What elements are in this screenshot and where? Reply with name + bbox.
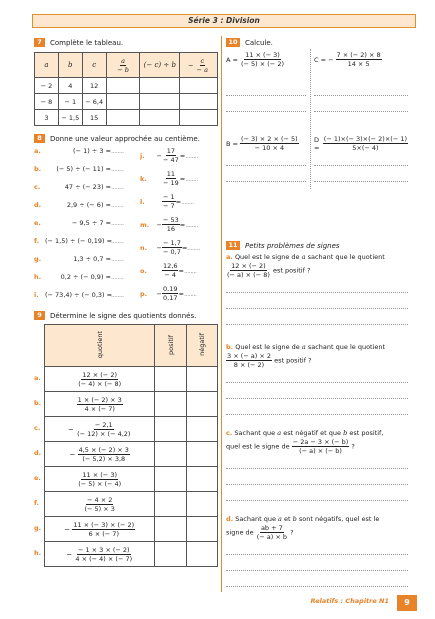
table-row bbox=[45, 517, 218, 542]
negatif-cell[interactable] bbox=[186, 492, 217, 517]
exercise-instruction: Donne une valeur approchée au centième. bbox=[50, 134, 200, 143]
list-item bbox=[34, 237, 124, 245]
item-label: f. bbox=[34, 237, 39, 245]
answer-blank[interactable]: ........ bbox=[183, 266, 197, 275]
exercise-10-calculations bbox=[226, 49, 408, 189]
negatif-cell[interactable] bbox=[186, 417, 217, 442]
exercise-11-header bbox=[226, 241, 408, 250]
item-expression: (− 5) ÷ (− 11) ≈ bbox=[56, 165, 111, 173]
quotient-cell: $\frac{12 \times (- 2)}{(- 4) \times (- 8)}$ bbox=[45, 367, 155, 392]
right-column bbox=[226, 38, 408, 610]
exercise-instruction: Détermine le signe des quotients donnés. bbox=[50, 311, 197, 320]
row-label: g. bbox=[34, 524, 42, 532]
problem-a: a. Quel est le signe de a sachant que le quotient $\frac{12 \times (- 2)}{(- a) \times (- 8)}$ est positif ? bbox=[226, 253, 385, 279]
table-row bbox=[45, 392, 218, 417]
row-label: b. bbox=[34, 399, 42, 407]
quotient-cell: $\frac{- 4 \times 2}{(- 5) \times 3}$ bbox=[45, 492, 155, 517]
negatif-cell[interactable] bbox=[186, 467, 217, 492]
list-item bbox=[34, 147, 124, 155]
list-item: o. $\frac{12,6}{- 4}$ ≈ ........ bbox=[140, 262, 197, 279]
item-label: n. bbox=[140, 243, 148, 252]
quotient-cell: − $\frac{11 \times (- 3) \times (- 2)}{6 \times (- 7)}$ bbox=[45, 517, 155, 542]
table-row bbox=[45, 417, 218, 442]
exercise-9-table bbox=[44, 324, 218, 567]
row-label: c. bbox=[34, 424, 41, 432]
exercise-8-header bbox=[34, 134, 218, 143]
col-neg-c-div-b: (− c) ÷ b bbox=[140, 53, 180, 78]
answer-blank[interactable]: ........ bbox=[111, 201, 124, 209]
list-item bbox=[34, 183, 124, 191]
item-label: g. bbox=[34, 255, 42, 263]
table-row bbox=[45, 492, 218, 517]
exercise-number: 8 bbox=[34, 134, 45, 143]
column-divider bbox=[221, 36, 222, 592]
item-label: b. bbox=[34, 165, 42, 173]
item-expression: 47 ÷ (− 23) ≈ bbox=[64, 183, 111, 191]
list-item: k. $\frac{11}{- 19}$ ≈ ........ bbox=[140, 170, 198, 187]
item-fraction: $\frac{11}{- 19}$ bbox=[163, 170, 179, 187]
item-label: d. bbox=[34, 201, 42, 209]
answer-blank[interactable]: ........ bbox=[111, 255, 124, 263]
list-item bbox=[34, 201, 124, 209]
table-row bbox=[45, 542, 218, 567]
positif-cell[interactable] bbox=[155, 392, 186, 417]
exercise-instruction: Calcule. bbox=[245, 38, 273, 47]
exercise-9-labels bbox=[34, 366, 41, 566]
exercise-number: 9 bbox=[34, 311, 45, 320]
table-header-row bbox=[35, 53, 218, 78]
table-row bbox=[45, 367, 218, 392]
item-fraction: $\frac{17}{- 47}$ bbox=[163, 147, 179, 164]
table-row: 3 − 1,5 15 bbox=[35, 110, 218, 126]
item-fraction: $\frac{- 1}{- 7}$ bbox=[163, 193, 175, 210]
item-fraction: $\frac{- 1,7}{- 0,7}$ bbox=[163, 239, 181, 256]
item-expression: 1,3 ÷ 0,7 ≈ bbox=[73, 255, 111, 263]
col-a: a bbox=[35, 53, 59, 78]
calc-C: C = − $\frac{7 \times (- 2) \times 8}{14 \times 5}$ bbox=[314, 51, 381, 68]
answer-blank[interactable]: ........ bbox=[181, 197, 194, 206]
footer-chapter: Relatifs : Chapitre N1 bbox=[310, 597, 389, 605]
positif-cell[interactable] bbox=[155, 542, 186, 567]
problem-b: b. Quel est le signe de a sachant que le quotient $\frac{3 \times (- a) \times 2}{8 \times (- 2)}$ est positif ? bbox=[226, 343, 386, 369]
answer-blank[interactable]: ........ bbox=[111, 237, 124, 245]
item-expression: (− 73,4) ÷ (− 0,3) ≈ bbox=[45, 291, 113, 299]
item-label: o. bbox=[140, 266, 147, 275]
row-label: h. bbox=[34, 549, 42, 557]
answer-blank[interactable]: ........ bbox=[183, 289, 197, 298]
list-item: l. $\frac{- 1}{- 7}$ ≈ ........ bbox=[140, 193, 194, 210]
page-number: 9 bbox=[397, 595, 417, 611]
positif-cell[interactable] bbox=[155, 467, 186, 492]
quotient-cell: $\frac{11 \times (- 3)}{(- 5) \times (- 4)}$ bbox=[45, 467, 155, 492]
item-label: l. bbox=[140, 197, 145, 206]
item-expression: 2,9 ÷ (− 6) ≈ bbox=[66, 201, 111, 209]
item-fraction: $\frac{- 53}{16}$ bbox=[163, 216, 179, 233]
positif-cell[interactable] bbox=[155, 492, 186, 517]
col-quotient: quotient bbox=[45, 325, 155, 367]
item-label: m. bbox=[140, 220, 150, 229]
problem-c: c. Sachant que a est négatif et que b est positif, quel est le signe de $\frac{- 2a - 3 \times (- b)}{(- a) \times (- b)}$ ? bbox=[226, 429, 384, 455]
item-fraction: $\frac{0,19}{0,17}$ bbox=[163, 285, 178, 302]
answer-blank[interactable]: ........ bbox=[187, 243, 200, 252]
positif-cell[interactable] bbox=[155, 442, 186, 467]
quotient-cell: $\frac{1 \times (- 2) \times 3}{4 \times (- 7)}$ bbox=[45, 392, 155, 417]
item-label: k. bbox=[140, 174, 147, 183]
answer-blank[interactable]: ........ bbox=[111, 183, 124, 191]
answer-blank[interactable]: ........ bbox=[111, 273, 124, 281]
exercise-11-problems bbox=[226, 250, 408, 610]
col-negatif: négatif bbox=[186, 325, 217, 367]
negatif-cell[interactable] bbox=[186, 517, 217, 542]
table-row bbox=[45, 467, 218, 492]
quotient-cell: − $\frac{- 1 \times 3 \times (- 2)}{4 \times (- 4) \times (- 7)}$ bbox=[45, 542, 155, 567]
table-row: − 8 − 1 − 6,4 bbox=[35, 94, 218, 110]
item-label: a. bbox=[34, 147, 41, 155]
col-neg-c-over-neg-a: − $\frac{c}{- a}$ bbox=[180, 53, 218, 78]
list-item: m. − $\frac{- 53}{16}$ ≈ ........ bbox=[140, 216, 198, 233]
exercise-9-table-wrap bbox=[34, 324, 218, 567]
row-label: a. bbox=[34, 374, 41, 382]
calc-D: D = $\frac{(- 1)\times(- 3)\times(- 2)\times(- 1)}{5\times(- 4)}$ bbox=[314, 135, 407, 152]
answer-blank[interactable]: ........ bbox=[185, 151, 198, 160]
positif-cell[interactable] bbox=[155, 517, 186, 542]
quotient-cell: − $\frac{- 2,1}{(- 12) \times (- 4,2)}$ bbox=[45, 417, 155, 442]
answer-blank[interactable]: ........ bbox=[111, 219, 124, 227]
calc-A: A = $\frac{11 \times (- 3)}{(- 5) \times (- 2)}$ bbox=[226, 51, 284, 68]
exercise-7-header bbox=[34, 38, 218, 47]
list-item: n. − $\frac{- 1,7}{- 0,7}$ ≈ ........ bbox=[140, 239, 200, 256]
exercise-number: 7 bbox=[34, 38, 45, 47]
list-item: p. − $\frac{0,19}{0,17}$ ≈ ........ bbox=[140, 285, 197, 302]
left-column bbox=[34, 38, 218, 567]
exercise-10-header bbox=[226, 38, 408, 47]
answer-blank[interactable]: ........ bbox=[185, 174, 198, 183]
list-item bbox=[34, 219, 124, 227]
quotient-cell: − $\frac{4,5 \times (- 2) \times 3}{(- 5,2) \times 3,8}$ bbox=[45, 442, 155, 467]
table-row: − 2 4 12 bbox=[35, 78, 218, 94]
item-label: e. bbox=[34, 219, 41, 227]
col-b: b bbox=[58, 53, 82, 78]
item-label: c. bbox=[34, 183, 41, 191]
item-expression: − 9,5 ÷ 7 ≈ bbox=[71, 219, 111, 227]
positif-cell[interactable] bbox=[155, 417, 186, 442]
item-fraction: $\frac{12,6}{- 4}$ bbox=[163, 262, 178, 279]
answer-blank[interactable]: ........ bbox=[185, 220, 198, 229]
item-expression: (− 1) ÷ 3 ≈ bbox=[73, 147, 111, 155]
answer-blank[interactable]: ........ bbox=[111, 165, 124, 173]
exercise-9-header bbox=[34, 311, 218, 320]
exercise-8-items bbox=[34, 147, 218, 307]
exercise-7-table bbox=[34, 52, 218, 126]
series-title: Série 3 : Division bbox=[32, 14, 416, 28]
row-label: f. bbox=[34, 499, 39, 507]
item-label: i. bbox=[34, 291, 39, 299]
answer-blank[interactable]: ........ bbox=[111, 147, 124, 155]
negatif-cell[interactable] bbox=[186, 542, 217, 567]
col-a-over-neg-b: $\frac{a}{- b}$ bbox=[106, 53, 140, 78]
item-label: p. bbox=[140, 289, 148, 298]
calc-B: B = $\frac{(- 3) \times 2 \times (- 5)}{- 10 \times 4}$ bbox=[226, 135, 298, 152]
list-item bbox=[34, 273, 124, 281]
table-header-row bbox=[45, 325, 218, 367]
negatif-cell[interactable] bbox=[186, 367, 217, 392]
item-label: j. bbox=[140, 151, 145, 160]
list-item: j. − $\frac{17}{- 47}$ ≈ ........ bbox=[140, 147, 198, 164]
list-item bbox=[34, 291, 124, 299]
exercise-title: Petits problèmes de signes bbox=[245, 241, 340, 250]
row-label: d. bbox=[34, 449, 42, 457]
col-positif: positif bbox=[155, 325, 186, 367]
item-label: h. bbox=[34, 273, 42, 281]
exercise-number: 11 bbox=[226, 241, 240, 250]
negatif-cell[interactable] bbox=[186, 442, 217, 467]
list-item bbox=[34, 165, 124, 173]
list-item bbox=[34, 255, 124, 263]
problem-d: d. Sachant que a et b sont négatifs, quel est le signe de $\frac{ab + 7}{(- a) \times b}$ ? bbox=[226, 515, 380, 541]
positif-cell[interactable] bbox=[155, 367, 186, 392]
row-label: e. bbox=[34, 474, 41, 482]
col-c: c bbox=[82, 53, 106, 78]
table-row bbox=[45, 442, 218, 467]
answer-blank[interactable]: ........ bbox=[111, 291, 124, 299]
exercise-number: 10 bbox=[226, 38, 240, 47]
item-expression: 0,2 ÷ (− 0,9) ≈ bbox=[60, 273, 111, 281]
negatif-cell[interactable] bbox=[186, 392, 217, 417]
exercise-instruction: Complète le tableau. bbox=[50, 38, 124, 47]
item-expression: (− 1,5) ÷ (− 0,19) ≈ bbox=[45, 237, 113, 245]
